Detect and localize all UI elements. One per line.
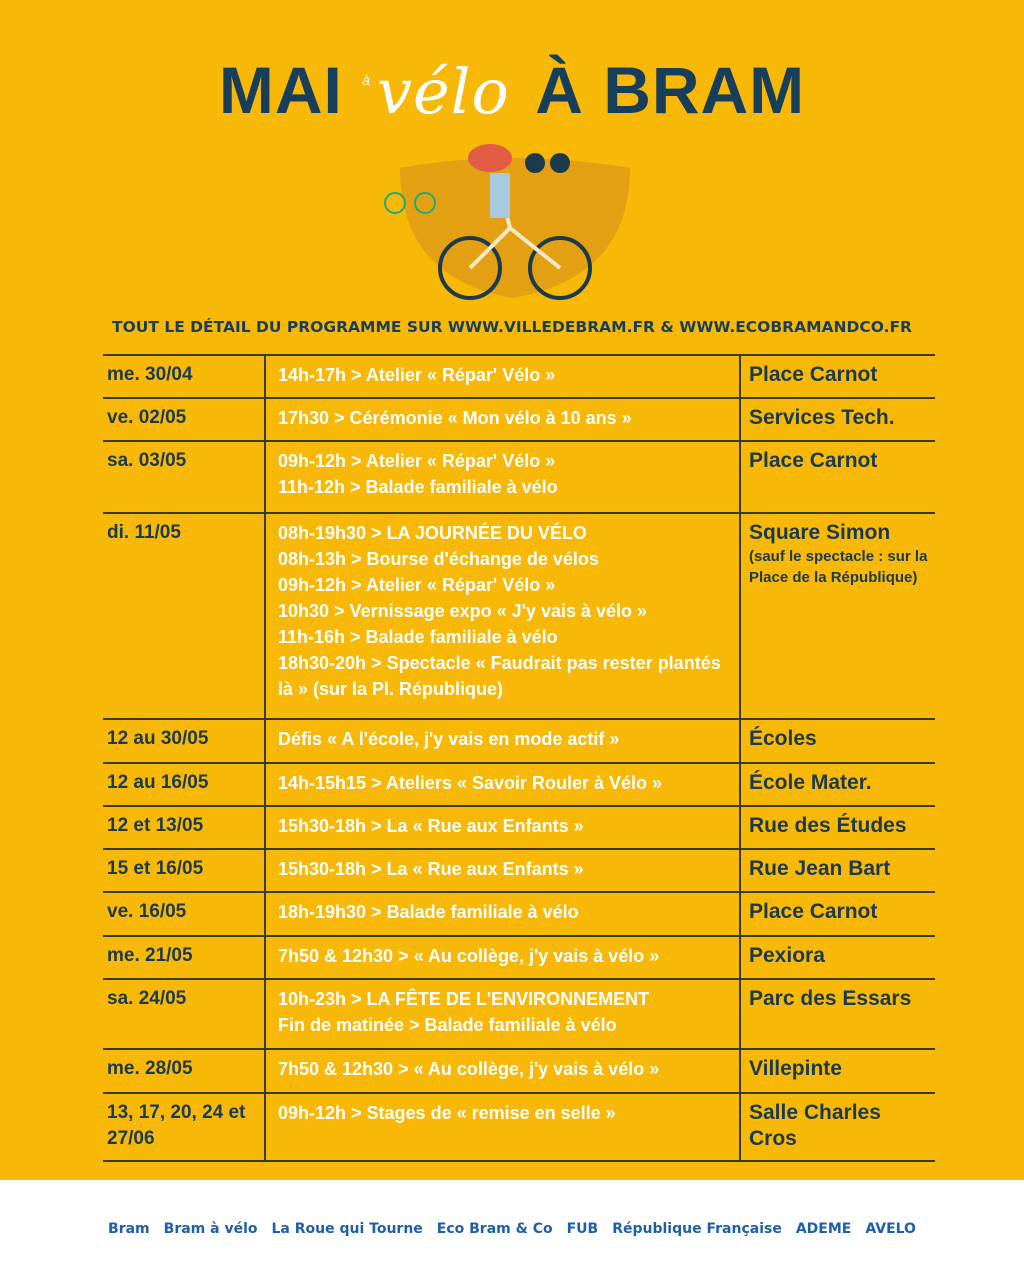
poster-title (0, 52, 1024, 128)
row-date: di. 11/05 (103, 513, 265, 719)
event-item: 15h30-18h > La « Rue aux Enfants » (278, 859, 584, 879)
schedule-row (103, 979, 935, 1049)
row-date: 12 au 30/05 (103, 719, 265, 763)
cyclists-illustration (380, 128, 644, 300)
partner-logo: Bram (108, 1220, 150, 1237)
event-item: 10h30 > Vernissage expo « J'y vais à vélo » (278, 601, 648, 621)
event-item: Défis « A l'école, j'y vais en mode actif » (278, 729, 620, 749)
schedule-row (103, 355, 935, 398)
row-place (740, 398, 935, 441)
schedule-row (103, 806, 935, 849)
place-name: Place Carnot (749, 900, 878, 923)
schedule-row (103, 398, 935, 441)
schedule-row (103, 719, 935, 763)
event-item: 08h-19h30 > LA JOURNÉE DU VÉLO (278, 523, 587, 543)
row-place (740, 806, 935, 849)
title-right: À BRAM (535, 53, 806, 127)
title-small: à (362, 72, 371, 88)
row-date: 13, 17, 20, 24 et 27/06 (103, 1093, 265, 1161)
partner-logo: Bram à vélo (163, 1220, 258, 1237)
row-place (740, 1093, 935, 1161)
event-item: 09h-12h > Stages de « remise en selle » (278, 1103, 616, 1123)
event-item: 11h-12h > Balade familiale à vélo (278, 477, 558, 497)
row-place (740, 441, 935, 513)
title-left: MAI (218, 53, 343, 127)
schedule-row (103, 763, 935, 806)
place-name: Place Carnot (749, 363, 878, 386)
place-name: Pexiora (749, 944, 825, 967)
row-date: me. 28/05 (103, 1049, 265, 1093)
row-events (265, 719, 740, 763)
row-events (265, 1093, 740, 1161)
event-item: 18h-19h30 > Balade familiale à vélo (278, 902, 579, 922)
schedule-row (103, 892, 935, 936)
row-place (740, 1049, 935, 1093)
row-events (265, 763, 740, 806)
place-name: École Mater. (749, 771, 872, 794)
schedule-row (103, 1049, 935, 1093)
program-website-note: TOUT LE DÉTAIL DU PROGRAMME SUR WWW.VILLEDEBRAM.FR & WWW.ECOBRAMANDCO.FR (112, 318, 912, 336)
partner-logo: La Roue qui Tourne (271, 1220, 423, 1237)
schedule-row (103, 513, 935, 719)
row-place (740, 355, 935, 398)
schedule-row (103, 849, 935, 892)
schedule-row (103, 936, 935, 979)
row-events (265, 1049, 740, 1093)
event-item: Fin de matinée > Balade familiale à vélo (278, 1015, 617, 1035)
event-item: 7h50 & 12h30 > « Au collège, j'y vais à vélo » (278, 1059, 660, 1079)
row-events (265, 979, 740, 1049)
row-events (265, 936, 740, 979)
event-item: 15h30-18h > La « Rue aux Enfants » (278, 816, 584, 836)
event-item: 08h-13h > Bourse d'échange de vélos (278, 549, 599, 569)
place-name: Écoles (749, 727, 817, 750)
event-item: 17h30 > Cérémonie « Mon vélo à 10 ans » (278, 408, 632, 428)
row-events (265, 806, 740, 849)
event-item: 7h50 & 12h30 > « Au collège, j'y vais à vélo » (278, 946, 660, 966)
partner-logo: République Française (612, 1220, 782, 1237)
row-date: me. 21/05 (103, 936, 265, 979)
place-note: (sauf le spectacle : sur la Place de la République) (749, 548, 928, 586)
place-name: Square Simon (749, 521, 891, 544)
schedule-row (103, 441, 935, 513)
event-item: 10h-23h > LA FÊTE DE L'ENVIRONNEMENT (278, 989, 650, 1009)
row-events (265, 849, 740, 892)
row-date: ve. 02/05 (103, 398, 265, 441)
row-events (265, 513, 740, 719)
event-item: 11h-16h > Balade familiale à vélo (278, 627, 558, 647)
row-place (740, 979, 935, 1049)
row-place (740, 763, 935, 806)
row-events (265, 441, 740, 513)
partner-logos (0, 1180, 1024, 1277)
row-events (265, 398, 740, 441)
row-date: 15 et 16/05 (103, 849, 265, 892)
row-date: sa. 03/05 (103, 441, 265, 513)
place-name: Rue des Études (749, 814, 907, 837)
partner-logo: Eco Bram & Co (436, 1220, 553, 1237)
place-name: Villepinte (749, 1057, 842, 1080)
row-place (740, 719, 935, 763)
title-script: vélo (376, 55, 510, 128)
event-item: 09h-12h > Atelier « Répar' Vélo » (278, 575, 556, 595)
schedule-table (103, 354, 935, 1162)
row-place (740, 936, 935, 979)
place-name: Place Carnot (749, 449, 878, 472)
partner-logo: FUB (566, 1220, 599, 1237)
schedule-row (103, 1093, 935, 1161)
row-events (265, 355, 740, 398)
event-item: 14h-17h > Atelier « Répar' Vélo » (278, 365, 556, 385)
row-date: 12 et 13/05 (103, 806, 265, 849)
row-events (265, 892, 740, 936)
row-place (740, 892, 935, 936)
row-place (740, 849, 935, 892)
place-name: Salle Charles Cros (749, 1101, 881, 1150)
row-place (740, 513, 935, 719)
partner-logo: AVELO (865, 1220, 916, 1237)
row-date: ve. 16/05 (103, 892, 265, 936)
row-date: me. 30/04 (103, 355, 265, 398)
place-name: Services Tech. (749, 406, 895, 429)
row-date: sa. 24/05 (103, 979, 265, 1049)
event-item: 18h30-20h > Spectacle « Faudrait pas rester plantés là » (sur la Pl. République) (278, 653, 721, 699)
place-name: Rue Jean Bart (749, 857, 891, 880)
place-name: Parc des Essars (749, 987, 912, 1010)
event-item: 14h-15h15 > Ateliers « Savoir Rouler à Vélo » (278, 773, 663, 793)
partner-logo: ADEME (795, 1220, 852, 1237)
row-date: 12 au 16/05 (103, 763, 265, 806)
event-item: 09h-12h > Atelier « Répar' Vélo » (278, 451, 556, 471)
